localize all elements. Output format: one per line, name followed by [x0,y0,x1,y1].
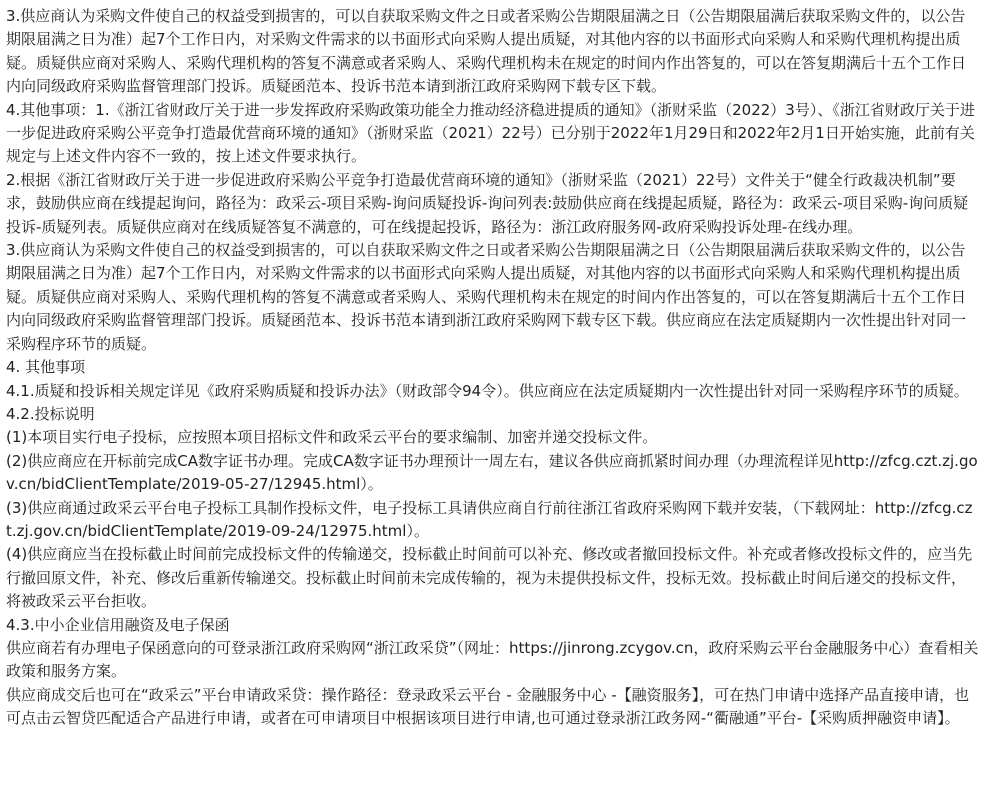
paragraph-bid-item-1: (1)本项目实行电子投标，应按照本项目招标文件和政采云平台的要求编制、加密并递交投标文件。 [6,428,658,447]
paragraph-bid-item-2: (2)供应商应在开标前完成CA数字证书办理。完成CA数字证书办理预计一周左右，建议各供应商抓紧时间办理（办理流程详见http://zfcg.czt.zj.gov.cn/bidClientTemplate/2019-05-27/12945.html）。 [6,451,978,494]
section-heading-bid-instructions: 4.2.投标说明 [6,404,95,423]
paragraph-procurement-loan: 供应商成交后也可在“政采云”平台申请政采贷：操作路径：登录政采云平台 - 金融服务中心 -【融资服务】，可在热门申请中选择产品直接申请，也可点击云智贷匹配适合产品进行申请，或者在可申请项目中根据该项目进行申请,也可通过登录浙江政务网-“衢融通”平台-【采购质押融资申请】。 [6,685,970,728]
paragraph-other-matters-notice: 4.其他事项：1.《浙江省财政厅关于进一步发挥政府采购政策功能全力推动经济稳进提质的通知》（浙财采监（2022）3号）、《浙江省财政厅关于进一步促进政府采购公平竞争打造最优营商环境的通知》（浙财采监（2021）22号）已分别于2022年1月29日和2022年2月1日开始实施，此前有关规定与上述文件内容不一致的，按上述文件要求执行。 [6,100,975,166]
paragraph-bid-item-4: (4)供应商应当在投标截止时间前完成投标文件的传输递交，投标截止时间前可以补充、修改或者撤回投标文件。补充或者修改投标文件的，应当先行撤回原文件，补充、修改后重新传输递交。投标截止时间前未完成传输的，视为未提供投标文件，投标无效。投标截止时间后递交的投标文件，将被政采云平台拒收。 [6,545,973,611]
paragraph-4-1: 4.1.质疑和投诉相关规定详见《政府采购质疑和投诉办法》（财政部令94令）。供应商应在法定质疑期内一次性提出针对同一采购程序环节的质疑。 [6,381,969,400]
paragraph-online-inquiry: 2.根据《浙江省财政厅关于进一步促进政府采购公平竞争打造最优营商环境的通知》（浙财采监（2021）22号）文件关于“健全行政裁决机制”要求，鼓励供应商在线提起询问，路径为：政采云-项目采购-询问质疑投诉-询问列表:鼓励供应商在线提起质疑，路径为：政采云-项目采购-询问质疑投诉-质疑列表。质疑供应商对在线质疑答复不满意的，可在线提起投诉，路径为：浙江政府服务网-政府采购投诉处理-在线办理。 [6,170,969,236]
paragraph-e-guarantee: 供应商若有办理电子保函意向的可登录浙江政府采购网“浙江政采贷”（网址：https://jinrong.zcygov.cn，政府采购云平台金融服务中心）查看相关政策和服务方案。 [6,638,979,681]
paragraph-challenge-rules: 3.供应商认为采购文件使自己的权益受到损害的，可以自获取采购文件之日或者采购公告期限届满之日（公告期限届满后获取采购文件的，以公告期限届满之日为准）起7个工作日内，对采购文件需求的以书面形式向采购人提出质疑，对其他内容的以书面形式向采购人和采购代理机构提出质疑。质疑供应商对采购人、采购代理机构的答复不满意或者采购人、采购代理机构未在规定的时间内作出答复的，可以在答复期满后十五个工作日内向同级政府采购监督管理部门投诉。质疑函范本、投诉书范本请到浙江政府采购网下载专区下载。 [6,7,967,96]
paragraph-bid-item-3: (3)供应商通过政采云平台电子投标工具制作投标文件，电子投标工具请供应商自行前往浙江省政府采购网下载并安装，（下载网址：http://zfcg.czt.zj.gov.cn/bidClientTemplate/2019-09-24/12975.html）。 [6,498,973,540]
section-heading-other-matters: 4. 其他事项 [6,358,86,377]
paragraph-challenge-rules-repeat: 3.供应商认为采购文件使自己的权益受到损害的，可以自获取采购文件之日或者采购公告期限届满之日（公告期限届满后获取采购文件的，以公告期限届满之日为准）起7个工作日内，对采购文件需求的以书面形式向采购人提出质疑，对其他内容的以书面形式向采购人和采购代理机构提出质疑。质疑供应商对采购人、采购代理机构的答复不满意或者采购人、采购代理机构未在规定的时间内作出答复的，可以在答复期满后十五个工作日内向同级政府采购监督管理部门投诉。质疑函范本、投诉书范本请到浙江政府采购网下载专区下载。供应商应在法定质疑期内一次性提出针对同一采购程序环节的质疑。 [6,241,967,353]
section-heading-financing: 4.3.中小企业信用融资及电子保函 [6,615,230,634]
